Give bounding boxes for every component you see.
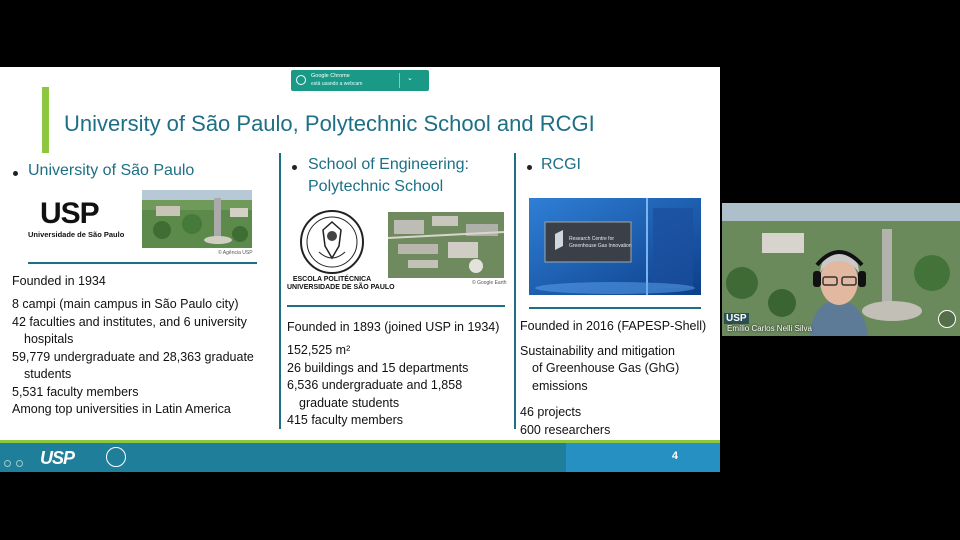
poli-fact: 415 faculty members <box>287 413 404 427</box>
webcam-notification[interactable] <box>291 70 429 91</box>
presentation-slide <box>0 67 720 472</box>
poli-crest-caption: UNIVERSIDADE DE SÃO PAULO <box>287 284 395 291</box>
rcgi-sign-photo <box>529 198 701 295</box>
usp-fact: 42 faculties and institutes, and 6 university <box>12 315 247 329</box>
usp-fact: Among top universities in Latin America <box>12 402 231 416</box>
rcgi-fact: 600 researchers <box>520 423 611 437</box>
rcgi-fact: emissions <box>532 379 588 393</box>
chrome-icon <box>296 75 306 85</box>
column-divider <box>279 153 281 429</box>
footer-crest-icon <box>106 447 126 467</box>
usp-fact: students <box>24 367 72 381</box>
usp-logo-subtext: Universidade de São Paulo <box>28 230 125 239</box>
prev-slide-icon[interactable] <box>4 460 11 467</box>
poli-underline <box>287 305 505 307</box>
footer-usp-logo: USP <box>40 448 75 468</box>
chevron-down-icon[interactable]: ⌄ <box>407 75 413 82</box>
poli-fact: Founded in 1893 (joined USP in 1934) <box>287 320 500 334</box>
slide-title: University of São Paulo, Polytechnic School and RCGI <box>64 111 595 136</box>
usp-fact: hospitals <box>24 332 74 346</box>
bullet-icon <box>527 165 532 170</box>
rcgi-sign-text: Research Centre for <box>569 236 615 242</box>
notification-divider <box>399 73 400 88</box>
rcgi-heading: RCGI <box>541 156 581 173</box>
rcgi-fact: 46 projects <box>520 405 582 419</box>
poli-fact: 6,536 undergraduate and 1,858 <box>287 378 463 392</box>
poli-fact: graduate students <box>299 396 400 410</box>
usp-fact: 59,779 undergraduate and 28,363 graduate <box>12 350 254 364</box>
bullet-icon <box>13 171 18 176</box>
usp-fact: 8 campi (main campus in São Paulo city) <box>12 297 239 311</box>
poli-crest-icon <box>297 208 367 276</box>
rcgi-sign-text: Greenhouse Gas Innovation <box>569 243 632 249</box>
webcam-video-tile[interactable] <box>722 203 960 336</box>
usp-heading: University of São Paulo <box>28 162 195 179</box>
webcam-crest-icon <box>938 310 956 328</box>
webcam-usp-logo: USP <box>726 313 747 324</box>
poli-photo-credit: © Google Earth <box>472 280 507 286</box>
usp-logo-text: USP <box>40 197 99 230</box>
usp-campus-photo <box>142 190 252 248</box>
usp-logo <box>28 197 128 242</box>
poli-heading: School of Engineering: <box>308 156 469 173</box>
page-number-box <box>566 443 720 472</box>
slide-footer <box>0 443 720 472</box>
rcgi-underline <box>529 307 701 309</box>
page-number: 4 <box>671 450 678 462</box>
next-slide-icon[interactable] <box>16 460 23 467</box>
usp-fact: Founded in 1934 <box>12 274 106 288</box>
usp-photo-credit: © Agência USP <box>218 250 253 256</box>
column-divider <box>514 153 516 429</box>
rcgi-fact: of Greenhouse Gas (GhG) <box>532 361 680 375</box>
webcam-background <box>722 203 960 336</box>
usp-fact: 5,531 faculty members <box>12 385 139 399</box>
notification-message: está usando a webcam <box>311 81 363 87</box>
poli-crest-caption: ESCOLA POLITÉCNICA <box>292 276 372 283</box>
poli-fact: 152,525 m² <box>287 343 351 357</box>
title-accent-bar <box>42 87 49 153</box>
poli-fact: 26 buildings and 15 departments <box>287 361 469 375</box>
notification-app-name: Google Chrome <box>311 73 350 79</box>
poli-heading-line2: Polytechnic School <box>308 178 444 195</box>
bullet-icon <box>292 165 297 170</box>
poli-aerial-photo <box>388 212 504 278</box>
rcgi-fact: Sustainability and mitigation <box>520 344 675 358</box>
rcgi-fact: Founded in 2016 (FAPESP-Shell) <box>520 319 707 333</box>
participant-name: Emílio Carlos Nelli Silva <box>727 324 812 333</box>
usp-underline <box>28 262 257 264</box>
